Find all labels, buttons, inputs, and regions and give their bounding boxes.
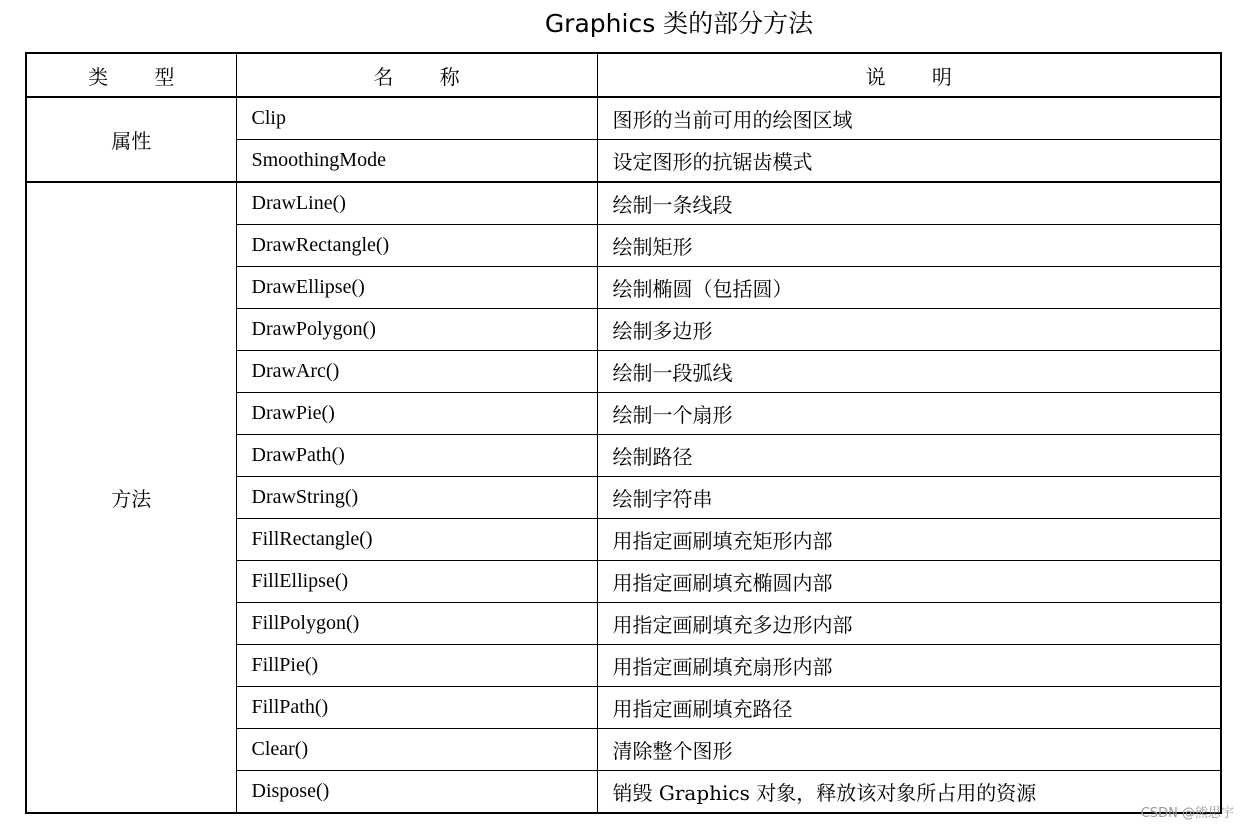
- member-desc: 用指定画刷填充多边形内部: [597, 603, 1221, 645]
- member-desc: 绘制一条线段: [597, 182, 1221, 225]
- member-desc: 绘制路径: [597, 435, 1221, 477]
- member-name: DrawLine(): [236, 182, 597, 225]
- member-name: FillPie(): [236, 645, 597, 687]
- member-name: FillRectangle(): [236, 519, 597, 561]
- table-row: [26, 182, 1221, 225]
- properties-group: [26, 97, 1221, 182]
- member-name: Clip: [236, 97, 597, 140]
- member-name: FillPolygon(): [236, 603, 597, 645]
- member-desc: 用指定画刷填充矩形内部: [597, 519, 1221, 561]
- member-name: DrawPie(): [236, 393, 597, 435]
- member-desc: 绘制字符串: [597, 477, 1221, 519]
- member-name: Clear(): [236, 729, 597, 771]
- member-desc: 设定图形的抗锯齿模式: [597, 140, 1221, 183]
- methods-group: [26, 182, 1221, 813]
- member-desc: 用指定画刷填充扇形内部: [597, 645, 1221, 687]
- member-name: SmoothingMode: [236, 140, 597, 183]
- member-desc: 绘制椭圆（包括圆）: [597, 267, 1221, 309]
- table-caption: Graphics 类的部分方法: [544, 9, 814, 38]
- member-name: Dispose(): [236, 771, 597, 814]
- member-name: DrawArc(): [236, 351, 597, 393]
- member-desc: 绘制矩形: [597, 225, 1221, 267]
- member-name: DrawString(): [236, 477, 597, 519]
- member-name: DrawPolygon(): [236, 309, 597, 351]
- member-desc: 销毁 Graphics 对象，释放该对象所占用的资源: [597, 771, 1221, 814]
- member-desc: 绘制多边形: [597, 309, 1221, 351]
- group-label-methods: 方法: [26, 182, 236, 813]
- member-name: DrawRectangle(): [236, 225, 597, 267]
- member-name: DrawEllipse(): [236, 267, 597, 309]
- watermark: CSDN @熊思宇: [1140, 806, 1234, 821]
- member-desc: 清除整个图形: [597, 729, 1221, 771]
- member-desc: 图形的当前可用的绘图区域: [597, 97, 1221, 140]
- header-name: 名 称: [236, 53, 597, 97]
- member-name: FillEllipse(): [236, 561, 597, 603]
- member-desc: 用指定画刷填充路径: [597, 687, 1221, 729]
- table-row: [26, 97, 1221, 140]
- member-name: DrawPath(): [236, 435, 597, 477]
- member-desc: 绘制一段弧线: [597, 351, 1221, 393]
- member-desc: 绘制一个扇形: [597, 393, 1221, 435]
- graphics-methods-table: [25, 52, 1222, 814]
- group-label-properties: 属性: [26, 97, 236, 182]
- table-header-row: [26, 53, 1221, 97]
- header-type: 类 型: [26, 53, 236, 97]
- member-name: FillPath(): [236, 687, 597, 729]
- member-desc: 用指定画刷填充椭圆内部: [597, 561, 1221, 603]
- header-desc: 说 明: [597, 53, 1221, 97]
